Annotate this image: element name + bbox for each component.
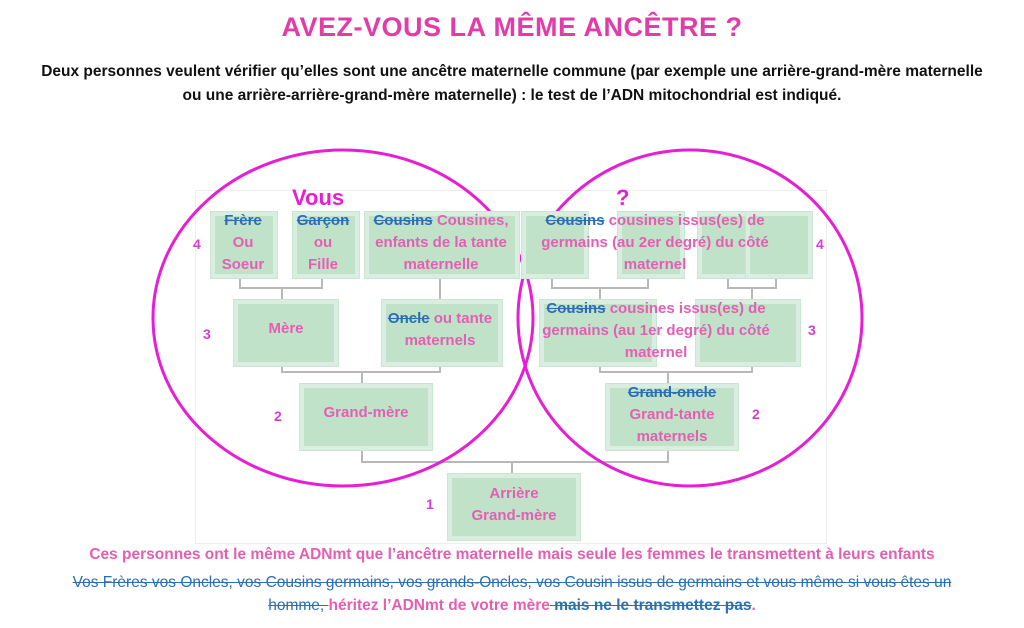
mere-label: Mère	[268, 320, 304, 337]
ou-soeur-text: Ou Soeur	[221, 234, 265, 273]
struck-relatives: Vos Frères vos Oncles, vos Cousins germains, vos grands-Oncles, vos Cousin issus de germains et vous même si vous êtes un homme	[72, 574, 952, 614]
final-dot: .	[751, 597, 756, 614]
arriere-grand-mere-label: Arrière Grand-mère	[471, 485, 557, 524]
vous-label: Vous	[292, 185, 345, 210]
struck-transmit: mais ne le transmettez pas	[554, 597, 752, 614]
grand-oncle-struck: Grand-oncle	[627, 384, 717, 401]
cousines-tante-label	[360, 210, 522, 276]
generation-number: 3	[808, 322, 816, 338]
generation-number: 2	[752, 406, 760, 422]
generation-number: 4	[193, 236, 201, 252]
frere-soeur-label	[208, 210, 278, 276]
garcon-fille-label	[286, 210, 360, 276]
generation-number: 4	[816, 236, 824, 252]
grand-tante-text: Grand-tante maternels	[629, 406, 715, 445]
cousines-2e-label	[532, 210, 778, 276]
grand-mere-label: Grand-mère	[323, 404, 409, 421]
cousines-1er-label	[536, 298, 776, 364]
cousins1-struck: Cousins	[546, 300, 606, 317]
cousins2-struck: Cousins	[545, 212, 605, 229]
comma: ,	[319, 597, 325, 614]
garcon-struck: Garçon	[296, 212, 350, 229]
generation-number: 2	[274, 408, 282, 424]
connector	[240, 278, 322, 288]
cousines-1er-text: cousines issus(es) de germains (au 1er degré) du côté maternel	[542, 300, 770, 361]
bottom-strike-text	[60, 571, 964, 617]
page-title: AVEZ-VOUS LA MÊME ANCÊTRE ?	[281, 12, 743, 42]
cousines-2e-text: cousines issus(es) de germains (au 2er degré) du côté maternel	[541, 212, 769, 273]
generation-number: 1	[426, 496, 434, 512]
ou-fille-text: ou Fille	[307, 234, 338, 273]
herit-text: héritez l’ADNmt de votre mère	[328, 597, 550, 614]
question-mark: ?	[616, 185, 630, 210]
cousines-tante-text: Cousines, enfants de la tante maternelle	[375, 212, 509, 273]
frere-struck: Frère	[224, 212, 262, 229]
ou-tante-text: ou tante maternels	[404, 310, 493, 349]
cousins-struck: Cousins	[373, 212, 433, 229]
bottom-statement: Ces personnes ont le même ADNmt que l’ancêtre maternelle mais seule les femmes le transmettent à leurs enfants	[89, 546, 935, 563]
subtitle: Deux personnes veulent vérifier qu’elles sont une ancêtre maternelle commune (par exemple une arrière-grand-mère maternelle ou une arrière-arrière-grand-mère maternelle) : le test de l’ADN mitochondrial est indiqué.	[41, 63, 983, 104]
generation-number: 3	[203, 326, 211, 342]
oncle-struck: Oncle	[387, 310, 430, 327]
grand-tante-label	[606, 382, 738, 448]
oncle-tante-label	[372, 308, 508, 352]
